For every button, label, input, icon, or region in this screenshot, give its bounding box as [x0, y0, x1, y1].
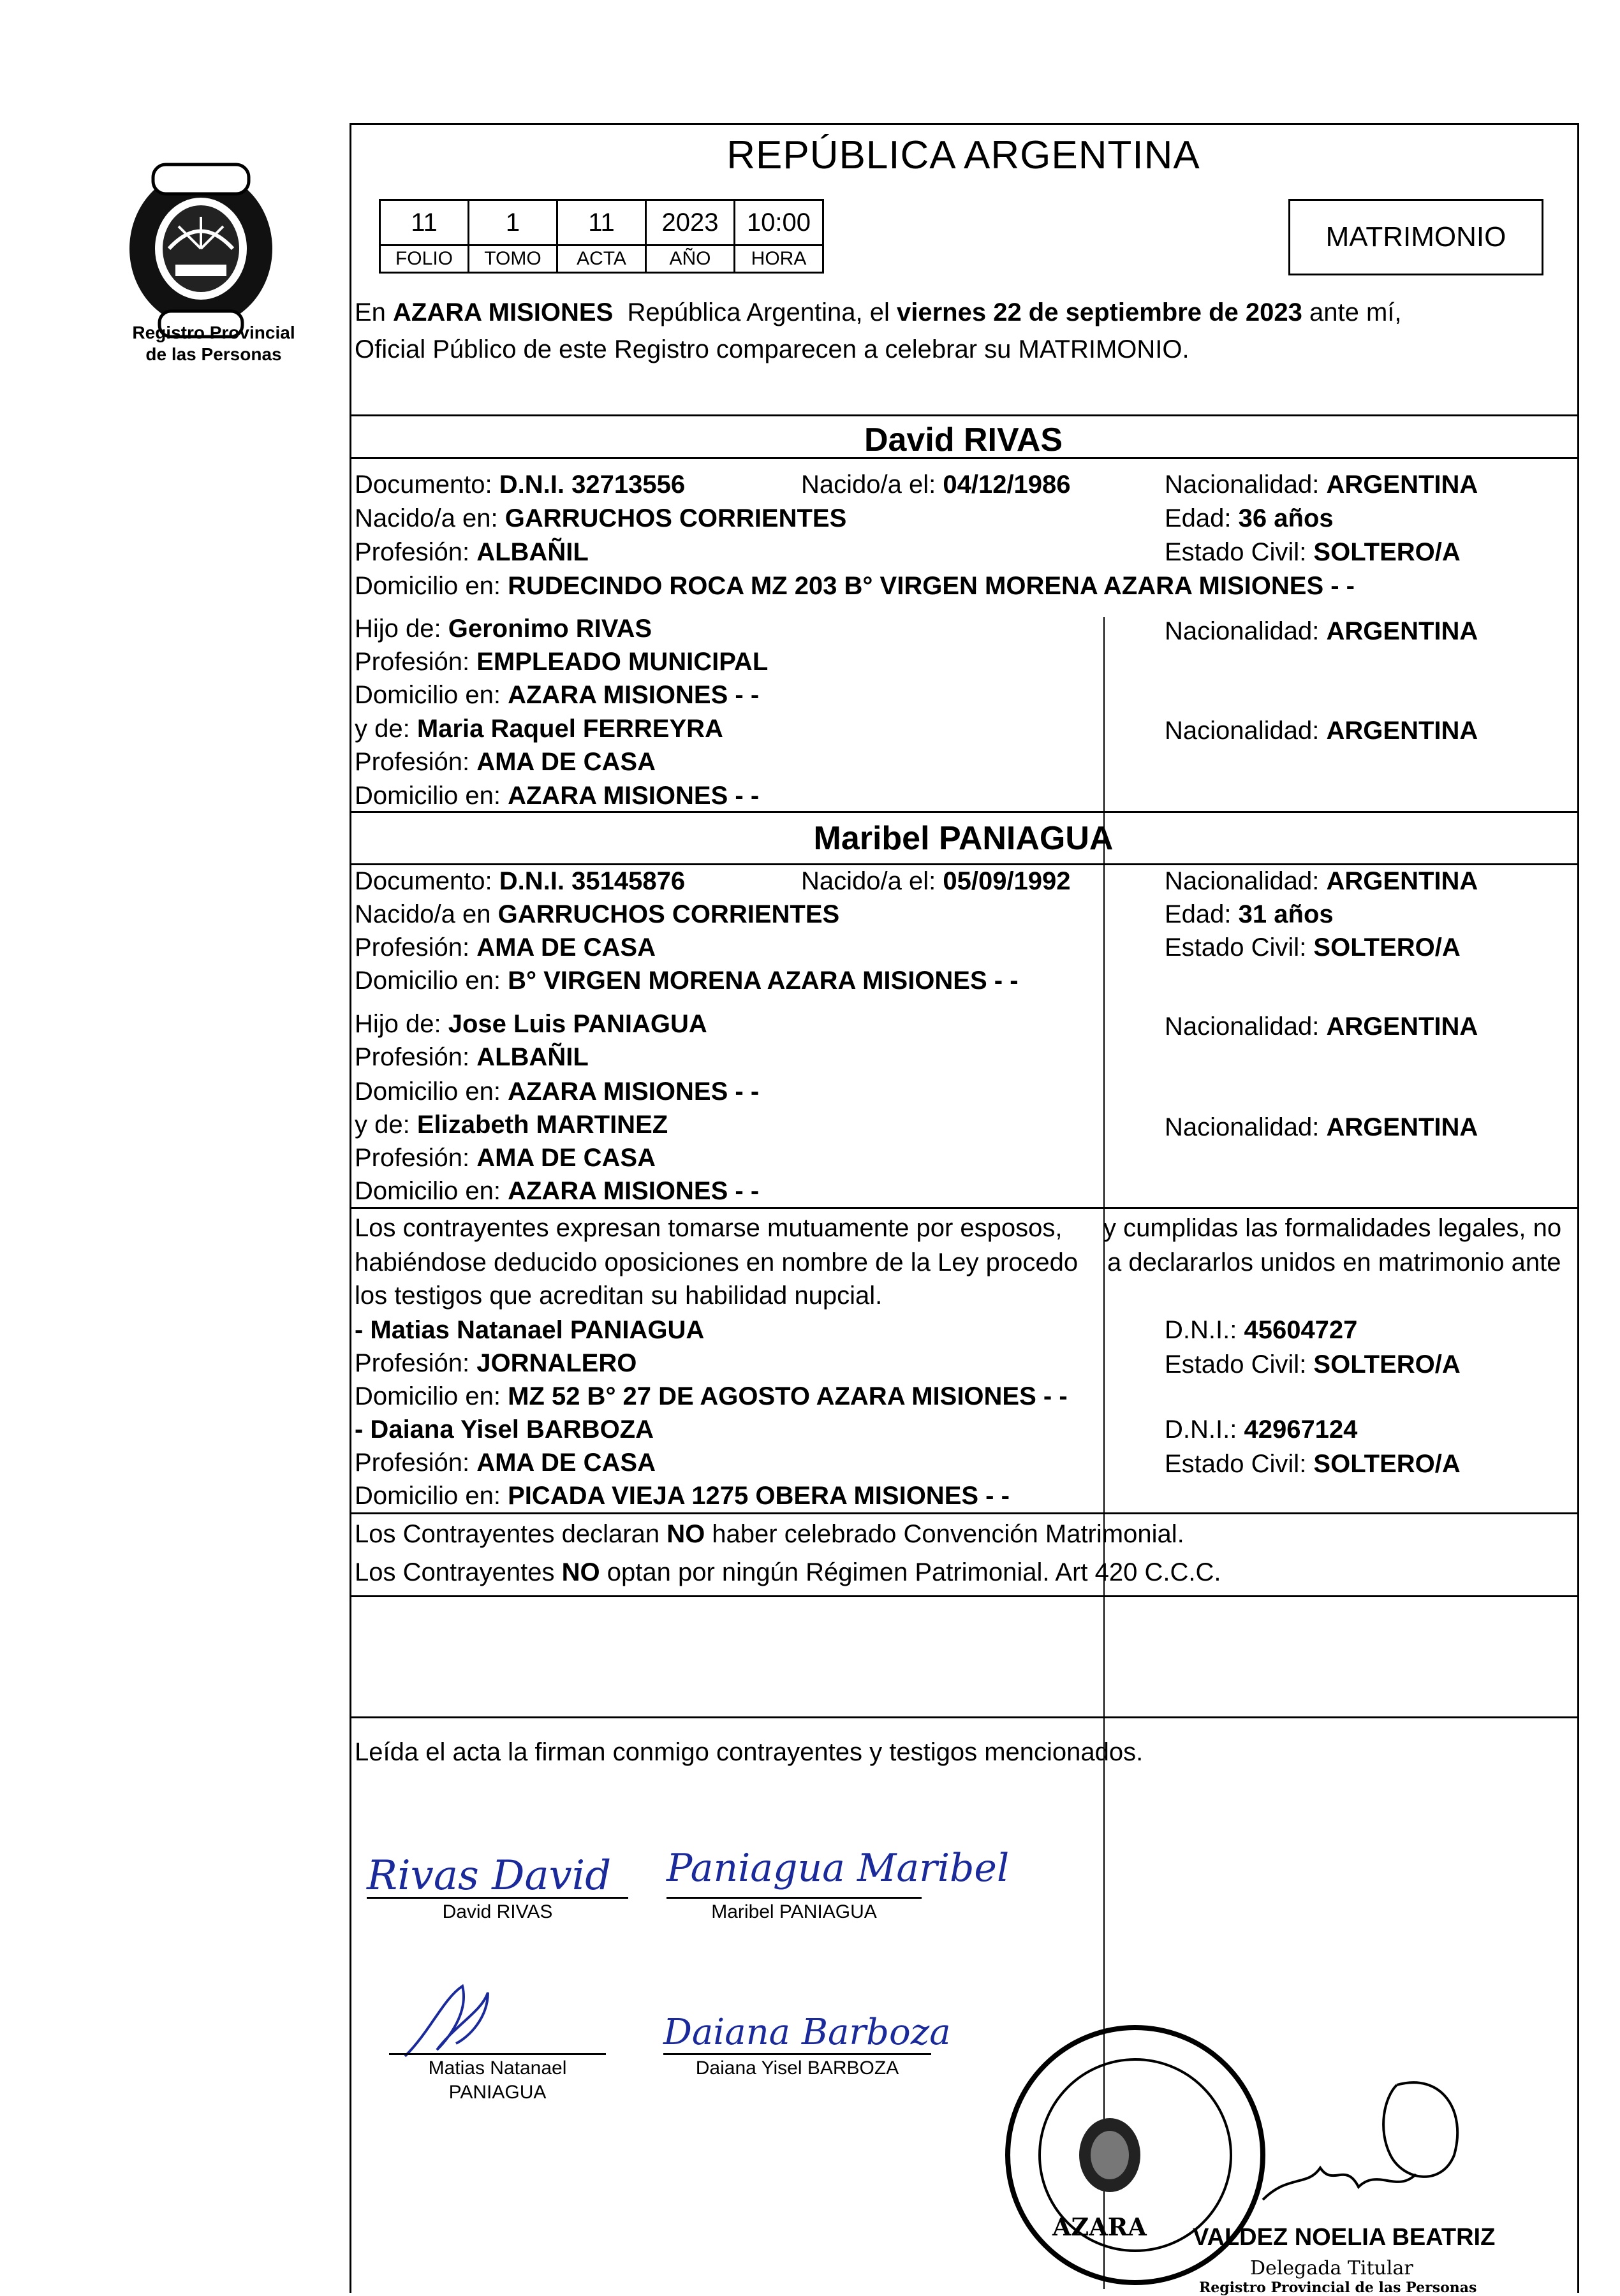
spouse2-mother: y de: Elizabeth MARTINEZ	[355, 1111, 668, 1139]
folio-label: FOLIO	[380, 245, 469, 273]
tomo-label: TOMO	[469, 245, 557, 273]
witness2-name: - Daiana Yisel BARBOZA	[355, 1415, 654, 1444]
signature-caption-matias: Matias Natanael PANIAGUA	[428, 2058, 567, 2103]
witness2-profession: Profesión: AMA DE CASA	[355, 1449, 656, 1477]
year-label: AÑO	[646, 245, 735, 273]
declaration-line2a: habiéndose deducido oposiciones en nombre de la Ley procedo	[355, 1248, 1079, 1276]
witness1-dni: D.N.I.: 45604727	[1165, 1316, 1358, 1344]
witness2-civil-status: Estado Civil: SOLTERO/A	[1165, 1450, 1461, 1478]
emblem-caption-line1: Registro Provincial	[132, 323, 295, 342]
witness2-dni: D.N.I.: 42967124	[1165, 1415, 1358, 1444]
spouse1-age: Edad: 36 años	[1165, 504, 1334, 532]
officer-name: VALDEZ NOELIA BEATRIZ	[1193, 2224, 1496, 2251]
record-type-box: MATRIMONIO	[1288, 199, 1543, 275]
spouse1-mother: y de: Maria Raquel FERREYRA	[355, 715, 723, 743]
registry-table	[379, 199, 824, 274]
spouse2-birthplace: Nacido/a en GARRUCHOS CORRIENTES	[355, 900, 840, 928]
officer-signature-scribble	[1250, 2059, 1492, 2212]
divider	[350, 414, 1577, 416]
spouse1-address: Domicilio en: RUDECINDO ROCA MZ 203 B° VIRGEN MORENA AZARA MISIONES - -	[355, 572, 1355, 600]
witness2-address: Domicilio en: PICADA VIEJA 1275 OBERA MISIONES - -	[355, 1482, 1010, 1510]
provincial-emblem-logo	[108, 153, 293, 344]
spouse1-nationality: Nacionalidad: ARGENTINA	[1165, 471, 1478, 499]
spouse2-mother-nationality: Nacionalidad: ARGENTINA	[1165, 1113, 1478, 1141]
signature-caption-david: David RIVAS	[442, 1901, 553, 1922]
spouse2-father-nationality: Nacionalidad: ARGENTINA	[1165, 1013, 1478, 1041]
divider	[350, 1207, 1577, 1209]
spouse1-father-profession: Profesión: EMPLEADO MUNICIPAL	[355, 648, 769, 676]
convention-line2: Los Contrayentes NO optan por ningún Régimen Patrimonial. Art 420 C.C.C.	[355, 1558, 1221, 1586]
spouse2-profession: Profesión: AMA DE CASA	[355, 933, 656, 962]
signature-line	[663, 2053, 931, 2055]
declaration-line1a: Los contrayentes expresan tomarse mutuamente por esposos,	[355, 1214, 1063, 1242]
spouse2-mother-address: Domicilio en: AZARA MISIONES - -	[355, 1177, 760, 1205]
folio-value: 11	[380, 200, 469, 245]
witness1-address: Domicilio en: MZ 52 B° 27 DE AGOSTO AZARA MISIONES - -	[355, 1382, 1068, 1410]
hour-label: HORA	[735, 245, 823, 273]
declaration-line3: los testigos que acreditan su habilidad nupcial.	[355, 1282, 883, 1310]
officer-title: Delegada Titular	[1250, 2257, 1413, 2279]
spouse1-civil-status: Estado Civil: SOLTERO/A	[1165, 538, 1461, 566]
closing-text: Leída el acta la firman conmigo contrayentes y testigos mencionados.	[355, 1738, 1144, 1766]
emblem-caption-line2: de las Personas	[145, 344, 282, 364]
witness1-name: - Matias Natanael PANIAGUA	[355, 1316, 705, 1344]
signature-line	[389, 2053, 606, 2055]
spouse2-birthdate: Nacido/a el: 05/09/1992	[801, 867, 1071, 895]
spouse1-document: Documento: D.N.I. 32713556	[355, 471, 686, 499]
divider	[350, 863, 1577, 865]
witness1-civil-status: Estado Civil: SOLTERO/A	[1165, 1350, 1461, 1378]
spouse2-father: Hijo de: Jose Luis PANIAGUA	[355, 1010, 707, 1038]
declaration-line2b: a declararlos unidos en matrimonio ante	[1107, 1248, 1561, 1276]
spouse1-father-address: Domicilio en: AZARA MISIONES - -	[355, 681, 760, 709]
spouse1-mother-address: Domicilio en: AZARA MISIONES - -	[355, 782, 760, 810]
tomo-value: 1	[469, 200, 557, 245]
spouse2-mother-profession: Profesión: AMA DE CASA	[355, 1144, 656, 1172]
document-title: REPÚBLICA ARGENTINA	[726, 133, 1200, 177]
intro-line1: En AZARA MISIONES República Argentina, el viernes 22 de septiembre de 2023 ante mí,	[355, 298, 1402, 326]
spouse1-birthdate: Nacido/a el: 04/12/1986	[801, 471, 1071, 499]
witness1-profession: Profesión: JORNALERO	[355, 1349, 637, 1377]
signature-line	[666, 1897, 922, 1899]
convention-line1: Los Contrayentes declaran NO haber celebrado Convención Matrimonial.	[355, 1520, 1184, 1548]
hour-value: 10:00	[735, 200, 823, 245]
spouse2-father-address: Domicilio en: AZARA MISIONES - -	[355, 1078, 760, 1106]
intro-line2: Oficial Público de este Registro comparecen a celebrar su MATRIMONIO.	[355, 335, 1189, 363]
acta-value: 11	[557, 200, 646, 245]
spouse2-civil-status: Estado Civil: SOLTERO/A	[1165, 933, 1461, 962]
spouse2-father-profession: Profesión: ALBAÑIL	[355, 1043, 589, 1071]
spouse1-father: Hijo de: Geronimo RIVAS	[355, 615, 652, 643]
signature-caption-maribel: Maribel PANIAGUA	[711, 1901, 877, 1922]
spouse2-nationality: Nacionalidad: ARGENTINA	[1165, 867, 1478, 895]
spouse2-name: Maribel PANIAGUA	[813, 820, 1114, 857]
declaration-line1b: y cumplidas las formalidades legales, no	[1103, 1214, 1562, 1242]
spouse1-profession: Profesión: ALBAÑIL	[355, 538, 589, 566]
spouse1-mother-profession: Profesión: AMA DE CASA	[355, 748, 656, 776]
emblem-caption	[112, 322, 316, 365]
signature-caption-daiana: Daiana Yisel BARBOZA	[695, 2058, 899, 2079]
signature-line	[367, 1897, 628, 1899]
divider	[350, 811, 1577, 813]
spouse1-father-nationality: Nacionalidad: ARGENTINA	[1165, 617, 1478, 645]
spouse1-birthplace: Nacido/a en: GARRUCHOS CORRIENTES	[355, 504, 847, 532]
signature-matias-paniagua	[392, 1973, 520, 2063]
signature-daiana-barboza: Daiana Barboza	[663, 2012, 951, 2053]
spouse2-document: Documento: D.N.I. 35145876	[355, 867, 686, 895]
spouse1-name: David RIVAS	[864, 421, 1063, 458]
year-value: 2023	[646, 200, 735, 245]
spouse2-address: Domicilio en: B° VIRGEN MORENA AZARA MISIONES - -	[355, 967, 1019, 995]
signature-maribel-paniagua: Paniagua Maribel	[666, 1846, 1010, 1890]
divider	[350, 1512, 1577, 1514]
divider	[350, 1595, 1577, 1597]
stamp-office: AZARA	[1052, 2212, 1147, 2241]
spouse1-mother-nationality: Nacionalidad: ARGENTINA	[1165, 717, 1478, 745]
spouse2-age: Edad: 31 años	[1165, 900, 1334, 928]
officer-org: Registro Provincial de las Personas	[1199, 2279, 1477, 2296]
acta-label: ACTA	[557, 245, 646, 273]
divider	[350, 1716, 1577, 1718]
signature-david-rivas: Rivas David	[367, 1852, 612, 1899]
